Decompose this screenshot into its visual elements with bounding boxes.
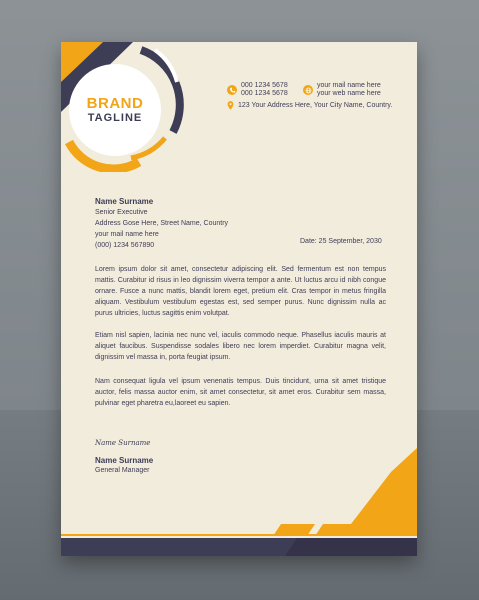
brand-name: BRAND bbox=[86, 95, 144, 112]
signature-script: Name Surname bbox=[95, 439, 151, 447]
recipient-title: Senior Executive bbox=[95, 209, 148, 216]
recipient-address: Address Gose Here, Street Name, Country bbox=[95, 220, 229, 227]
recipient-name: Name Surname bbox=[95, 197, 154, 206]
email-address: your mail name here bbox=[317, 82, 381, 89]
footer-decoration bbox=[61, 42, 417, 556]
address-text: 123 Your Address Here, Your City Name, Country. bbox=[238, 102, 393, 109]
recipient-email: your mail name here bbox=[95, 231, 159, 238]
signatory-title: General Manager bbox=[95, 467, 150, 474]
footer-orange-wedge bbox=[351, 448, 417, 524]
web-address: your web name here bbox=[317, 90, 381, 97]
letter-date: Date: 25 September, 2030 bbox=[300, 238, 382, 245]
body-paragraph-3: Nam consequat ligula vel ipsum venenatis tempus. Duis tincidunt, urna sit amet tristique auctor, felis massa auctor enim, sit amet consectetur, sit amet eros. Curabitur sem massa, pulvinar eget pharetra eu,laoreet eu sapien. bbox=[95, 378, 386, 407]
recipient-phone: (000) 1234 567890 bbox=[95, 242, 155, 249]
footer-dark-accent bbox=[285, 538, 417, 556]
body-paragraph-1: Lorem ipsum dolor sit amet, consectetur adipiscing elit. Sed fermentum est non tempus mattis. Curabitur id risus in leo dignissim viverra tempor a ante. Ut luctus arcu id nibh congue ornare. Fusce a nunc mattis, blandit lorem eget, pretium elit. Cras tempor in metus fringilla aliquam. Vestibulum vestibulum egestas est, sed semper purus. Nunc dignissim nulla ac purus ultricies, luctus sagittis enim volutpat. bbox=[95, 266, 386, 317]
phone-number-1: 000 1234 5678 bbox=[241, 82, 288, 89]
phone-number-2: 000 1234 5678 bbox=[241, 90, 288, 97]
signatory-name: Name Surname bbox=[95, 456, 154, 465]
brand-tagline: TAGLINE bbox=[87, 112, 143, 124]
body-paragraph-2: Etiam nisl sapien, lacinia nec nunc vel, iaculis commodo neque. Phasellus iaculis mauris at aliquet faucibus. Suspendisse sodales libero nec lorem imperdiet. Curabitur magna velit, dignissim vel massa in, porta feugiat ipsum. bbox=[95, 332, 386, 361]
letterhead-sheet bbox=[61, 42, 417, 556]
footer-orange-block-2 bbox=[315, 524, 417, 536]
